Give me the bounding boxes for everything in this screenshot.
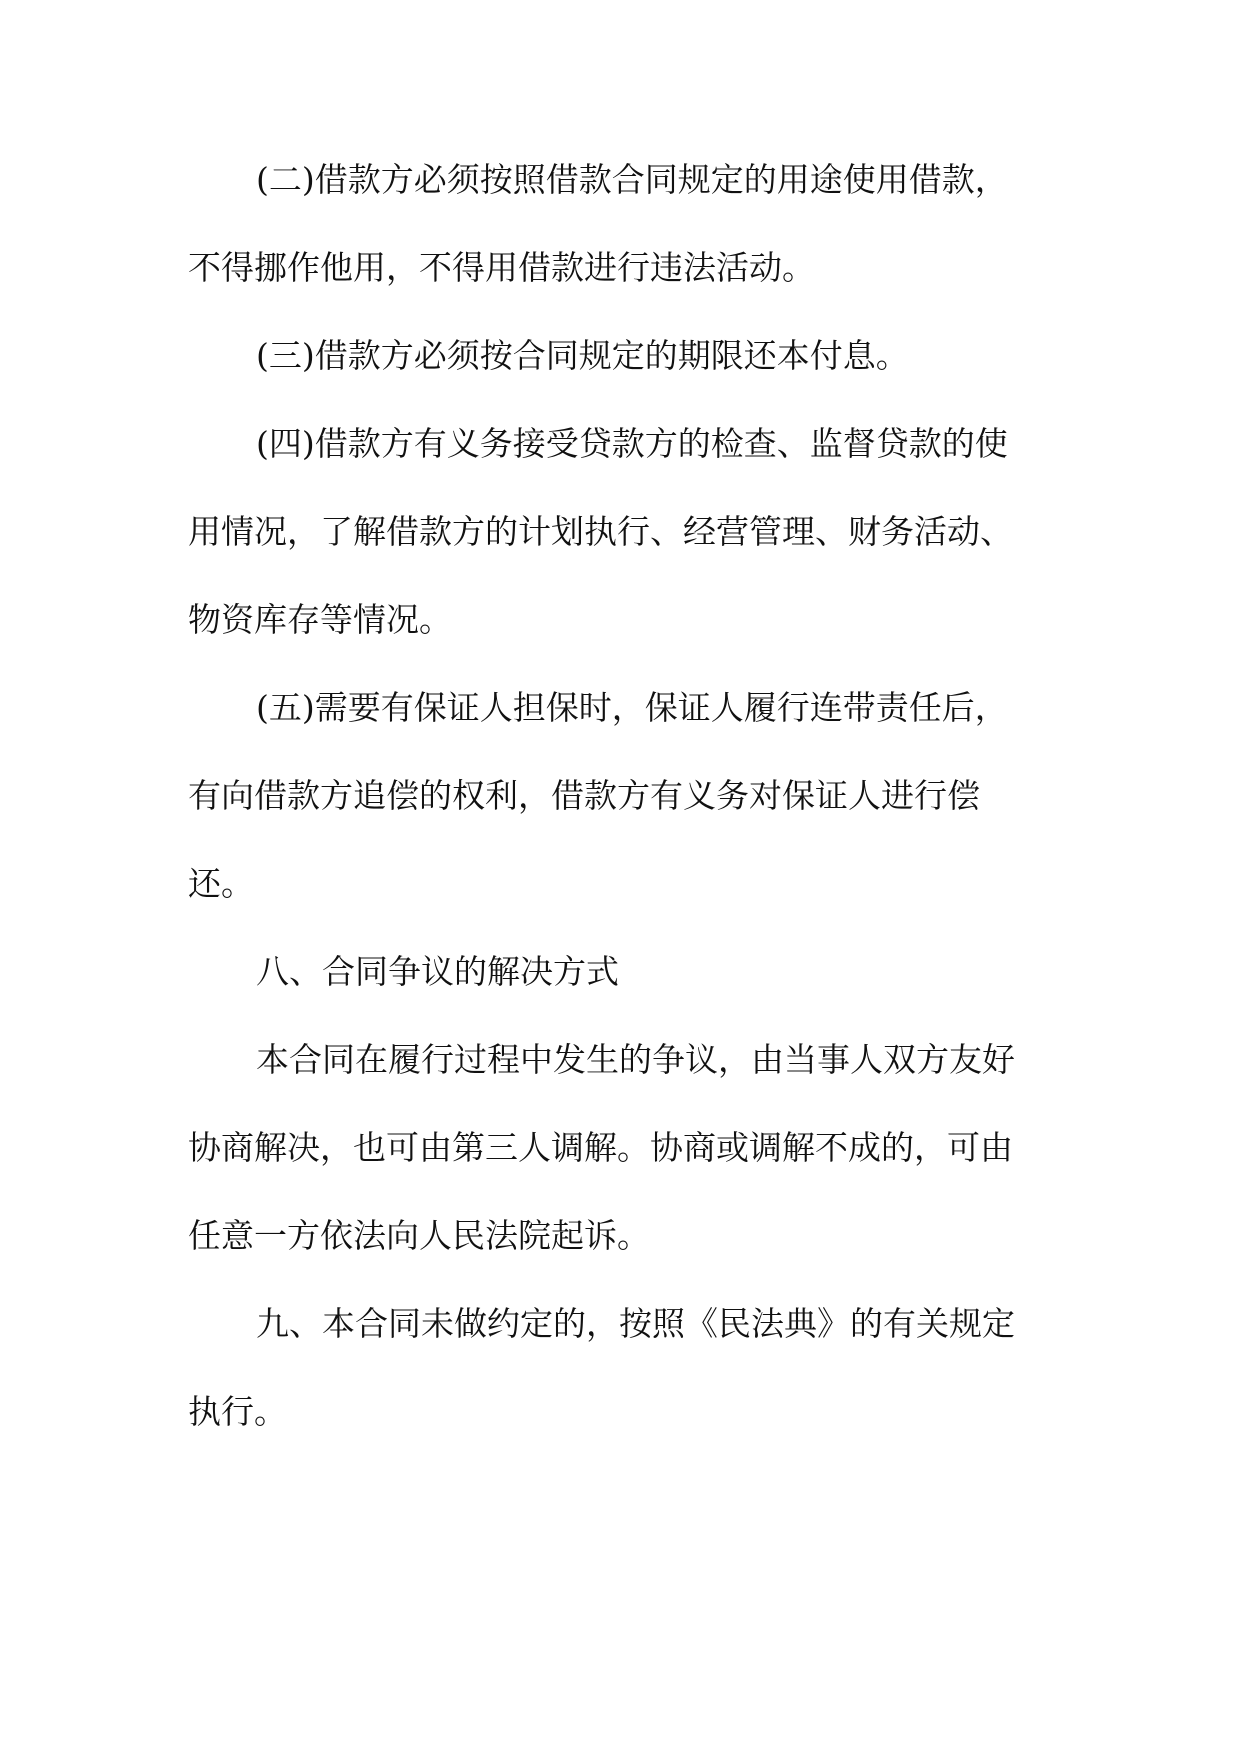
paragraph-line: 协商解决，也可由第三人调解。协商或调解不成的，可由 [188, 1128, 1013, 1167]
paragraph-line: (五)需要有保证人担保时，保证人履行连带责任后， [256, 688, 1008, 727]
paragraph-line: 任意一方依法向人民法院起诉。 [188, 1216, 650, 1255]
paragraph-line: 用情况，了解借款方的计划执行、经营管理、财务活动、 [188, 512, 1013, 551]
paragraph-line: 执行。 [188, 1392, 287, 1431]
paragraph-line: 物资库存等情况。 [188, 600, 452, 639]
paragraph-line: 本合同在履行过程中发生的争议，由当事人双方友好 [256, 1040, 1015, 1079]
paragraph-line: 有向借款方追偿的权利，借款方有义务对保证人进行偿 [188, 776, 980, 815]
paragraph-line: (三)借款方必须按合同规定的期限还本付息。 [256, 336, 909, 375]
paragraph-line: (四)借款方有义务接受贷款方的检查、监督贷款的使 [256, 424, 1008, 463]
section-heading: 八、合同争议的解决方式 [256, 952, 619, 991]
paragraph-line: 不得挪作他用，不得用借款进行违法活动。 [188, 248, 815, 287]
paragraph-line: 还。 [188, 864, 254, 903]
section-heading: 九、本合同未做约定的，按照《民法典》的有关规定 [256, 1304, 1015, 1343]
paragraph-line: (二)借款方必须按照借款合同规定的用途使用借款， [256, 160, 1008, 199]
